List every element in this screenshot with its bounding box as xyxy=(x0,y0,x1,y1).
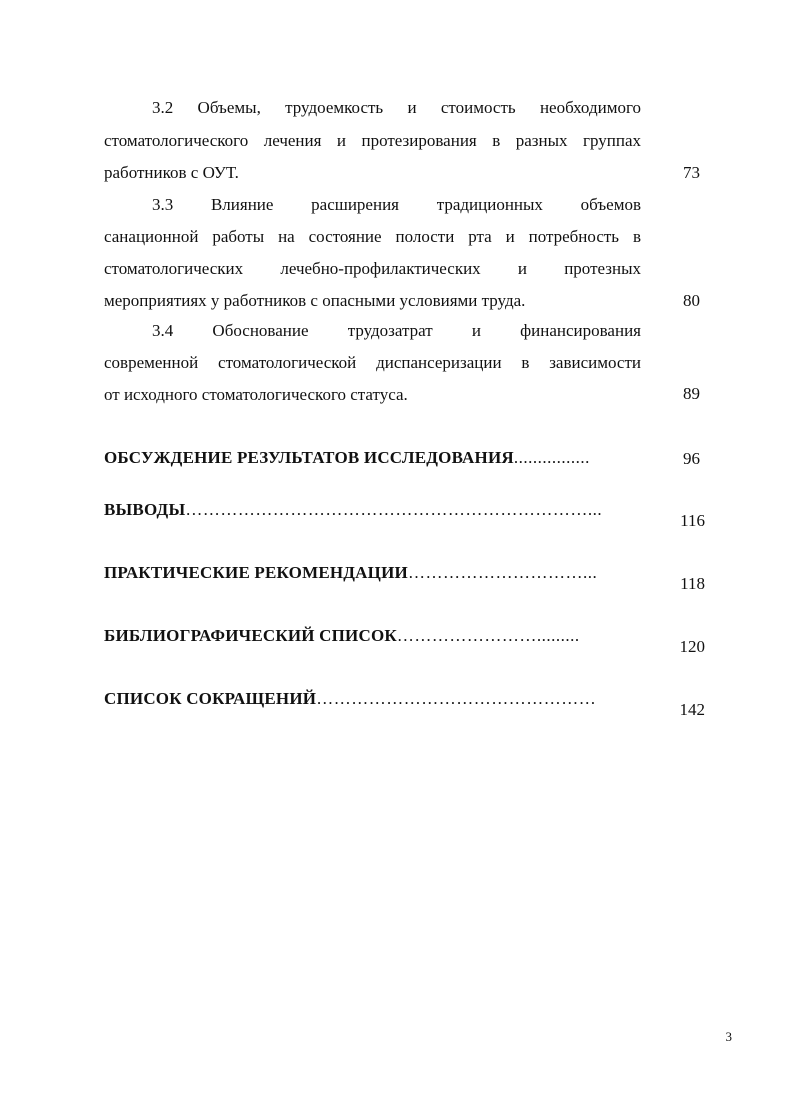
toc-entry-line: мероприятиях у работников с опасными условиями труда. xyxy=(104,291,526,310)
toc-section-conclusions xyxy=(104,499,640,521)
toc-entry-line: 3.4 Обоснование трудозатрат и финансирования xyxy=(152,321,641,340)
toc-section-recommendations xyxy=(104,562,640,584)
toc-section-discussion xyxy=(104,447,640,469)
toc-page-number: 116 xyxy=(680,511,705,530)
toc-section-title: ПРАКТИЧЕСКИЕ РЕКОМЕНДАЦИИ xyxy=(104,563,408,582)
toc-page-number: 118 xyxy=(680,574,705,593)
toc-entry-line: от исходного стоматологического статуса. xyxy=(104,385,408,404)
toc-section-title: ОБСУЖДЕНИЕ РЕЗУЛЬТАТОВ ИССЛЕДОВАНИЯ xyxy=(104,448,514,467)
toc-leader-dots: ……………………......... xyxy=(396,626,580,645)
toc-leader-dots: ................ xyxy=(513,448,590,467)
toc-section-title: БИБЛИОГРАФИЧЕСКИЙ СПИСОК xyxy=(104,626,397,645)
toc-leader-dots: ……………………………………………………………... xyxy=(185,500,603,519)
toc-page-number: 89 xyxy=(683,384,700,403)
toc-section-title: СПИСОК СОКРАЩЕНИЙ xyxy=(104,689,317,708)
toc-page-number: 80 xyxy=(683,291,700,310)
toc-entry-line: современной стоматологической диспансеризации в зависимости xyxy=(104,353,641,372)
toc-entry-line: 3.3 Влияние расширения традиционных объемов xyxy=(152,195,641,214)
toc-section-title: ВЫВОДЫ xyxy=(104,500,186,519)
toc-entry-3-2 xyxy=(104,98,641,182)
toc-entry-line: стоматологического лечения и протезирования в разных группах xyxy=(104,131,641,150)
toc-leader-dots: ………………………………………… xyxy=(316,689,597,708)
page-number: 3 xyxy=(725,1029,732,1044)
toc-leader-dots: …………………………... xyxy=(407,563,598,582)
toc-entry-line: работников с ОУТ. xyxy=(104,163,239,182)
toc-section-abbreviations xyxy=(104,688,640,710)
toc-entry-line: стоматологических лечебно-профилактических и протезных xyxy=(104,259,641,278)
toc-entry-line: санационной работы на состояние полости рта и потребность в xyxy=(104,227,641,246)
toc-page-number: 120 xyxy=(679,637,705,656)
toc-entry-line: 3.2 Объемы, трудоемкость и стоимость необходимого xyxy=(152,98,641,117)
toc-page-number: 142 xyxy=(679,700,705,719)
toc-section-bibliography xyxy=(104,625,640,647)
toc-page-number: 96 xyxy=(683,449,700,468)
toc-entry-3-3 xyxy=(104,195,641,310)
toc-page-number: 73 xyxy=(683,163,700,182)
toc-entry-3-4 xyxy=(104,321,641,404)
